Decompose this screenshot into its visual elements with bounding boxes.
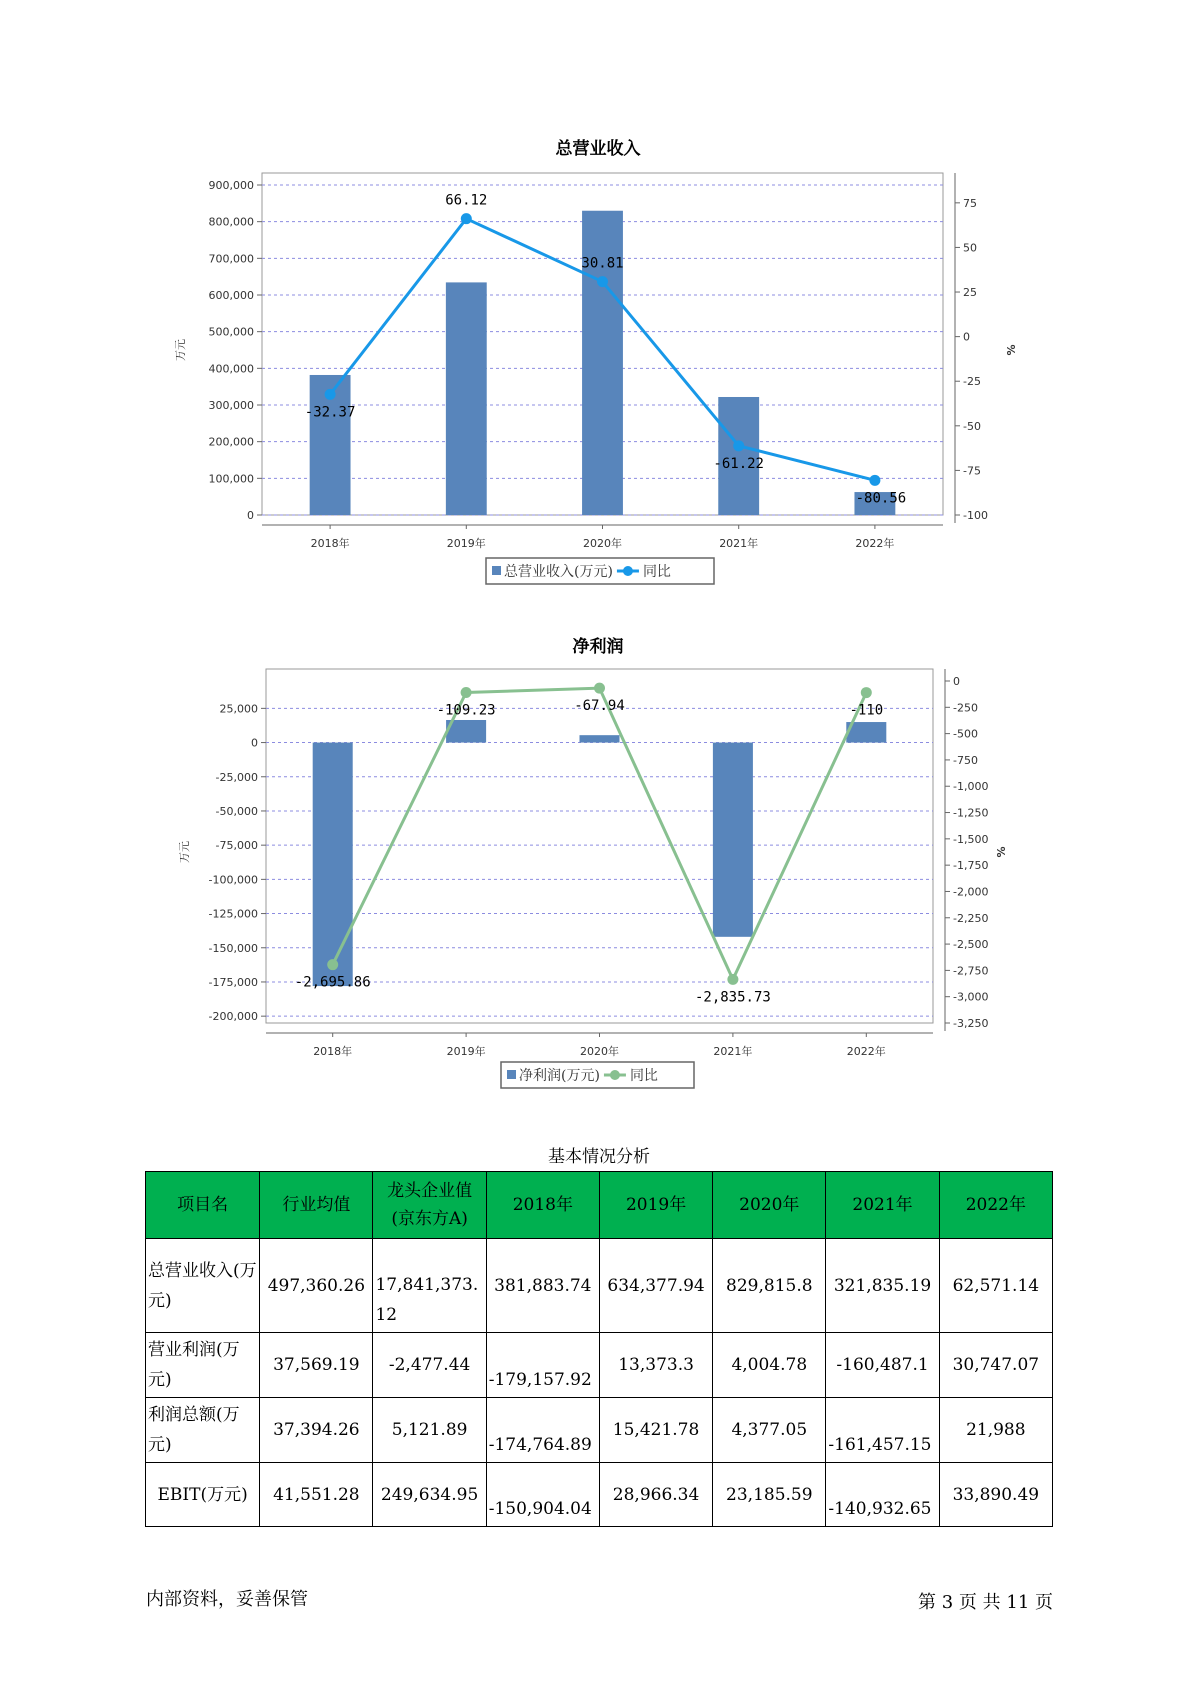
bar <box>713 743 753 937</box>
y-tick-label: -175,000 <box>208 975 258 989</box>
y2-tick-label: 25 <box>963 286 977 300</box>
legend-bar-swatch <box>507 1070 516 1079</box>
y-tick-label: 700,000 <box>208 252 254 266</box>
table-cell: 营业利润(万元) <box>146 1333 260 1398</box>
table-row <box>146 1333 1053 1398</box>
table-cell: 23,185.59 <box>713 1463 826 1527</box>
table-row <box>146 1398 1053 1463</box>
table-cell: -150,904.04 <box>486 1463 599 1527</box>
table-cell: 17,841,373.12 <box>373 1239 486 1333</box>
table-cell: -174,764.89 <box>486 1398 599 1463</box>
footer-page-number: 第 3 页 共 11 页 <box>918 1592 1053 1613</box>
table-caption: 基本情况分析 <box>548 1147 650 1167</box>
y-tick-label: -100,000 <box>208 873 258 887</box>
yoy-point <box>861 687 872 698</box>
plot-area-border <box>266 669 933 1023</box>
y2-tick-label: -1,000 <box>953 780 989 794</box>
y2-tick-label: -1,750 <box>953 859 989 873</box>
y2-tick-label: -250 <box>953 701 978 715</box>
yoy-data-label: -2,835.73 <box>694 989 771 1006</box>
revenue-chart-svg <box>0 130 1191 600</box>
table-cell: -2,477.44 <box>373 1333 486 1398</box>
y-tick-label: 800,000 <box>208 215 254 229</box>
chart-title: 总营业收入 <box>555 139 641 159</box>
legend-line-marker <box>623 566 633 576</box>
y2-tick-label: -3,250 <box>953 1017 989 1030</box>
y2-tick-label: -2,250 <box>953 911 989 925</box>
y-tick-label: -125,000 <box>208 907 258 921</box>
yoy-line <box>333 688 867 979</box>
table-cell: 381,883.74 <box>486 1239 599 1333</box>
revenue-chart <box>0 130 1191 604</box>
yoy-point <box>869 475 880 486</box>
y2-tick-label: -50 <box>963 419 981 433</box>
header-2019: 2019年 <box>599 1172 712 1239</box>
y2-tick-label: -2,500 <box>953 938 989 952</box>
table-cell: 总营业收入(万元) <box>146 1239 260 1333</box>
legend-line-label: 同比 <box>629 1068 658 1084</box>
table-cell: -140,932.65 <box>826 1463 939 1527</box>
y2-tick-label: -25 <box>963 375 981 389</box>
header-2022: 2022年 <box>939 1172 1052 1239</box>
x-tick-label: 2018年 <box>313 1045 353 1058</box>
y2-tick-label: -2,000 <box>953 885 989 899</box>
table-cell: 利润总额(万元) <box>146 1398 260 1463</box>
y-tick-label: -25,000 <box>215 770 258 784</box>
x-tick-label: 2020年 <box>583 537 622 550</box>
x-tick-label: 2020年 <box>580 1045 619 1058</box>
yoy-point <box>461 687 472 698</box>
y2-tick-label: -1,500 <box>953 832 989 846</box>
y-tick-label: 600,000 <box>208 289 254 302</box>
legend-bar-swatch <box>492 566 501 575</box>
footer-confidential-note: 内部资料，妥善保管 <box>146 1589 308 1610</box>
header-industry-avg: 行业均值 <box>260 1172 373 1239</box>
bar <box>446 282 487 515</box>
y-tick-label: -200,000 <box>208 1010 258 1024</box>
y-tick-label: 100,000 <box>208 472 254 486</box>
table-cell: 21,988 <box>939 1398 1052 1463</box>
table-row <box>146 1463 1053 1527</box>
y-tick-label: 400,000 <box>208 362 254 376</box>
table-cell: -160,487.1 <box>826 1333 939 1398</box>
header-2018: 2018年 <box>486 1172 599 1239</box>
x-tick-label: 2022年 <box>846 1045 886 1058</box>
table-cell: 4,377.05 <box>713 1398 826 1463</box>
chart-title: 净利润 <box>572 637 624 657</box>
table-cell: 4,004.78 <box>713 1333 826 1398</box>
table-header-row <box>146 1172 1053 1239</box>
y-axis-label: 万元 <box>174 339 187 361</box>
y2-axis-label: % <box>1005 344 1018 356</box>
x-tick-label: 2021年 <box>719 537 759 550</box>
y2-tick-label: -1,250 <box>953 806 989 820</box>
table-cell: 321,835.19 <box>826 1239 939 1333</box>
legend-bar-label: 总营业收入(万元) <box>504 564 613 580</box>
y-tick-label: 500,000 <box>208 325 254 339</box>
y-tick-label: -75,000 <box>215 839 258 853</box>
x-tick-label: 2022年 <box>855 537 895 550</box>
table-cell: 634,377.94 <box>599 1239 712 1333</box>
x-tick-label: 2018年 <box>310 537 350 550</box>
table-cell: EBIT(万元) <box>146 1463 260 1527</box>
table-cell: 829,815.8 <box>713 1239 826 1333</box>
y2-tick-label: 75 <box>963 196 977 210</box>
table-cell: -161,457.15 <box>826 1398 939 1463</box>
yoy-point <box>733 440 744 451</box>
yoy-point <box>325 389 336 400</box>
x-tick-label: 2019年 <box>446 1045 486 1058</box>
y-tick-label: 300,000 <box>208 399 254 412</box>
yoy-data-label: -67.94 <box>574 698 625 715</box>
header-2020: 2020年 <box>713 1172 826 1239</box>
table-cell: 249,634.95 <box>373 1463 486 1527</box>
y2-axis-label: % <box>995 846 1008 858</box>
table-row <box>146 1239 1053 1333</box>
header-leader-value: 龙头企业值(京东方A) <box>373 1172 486 1239</box>
yoy-data-label: -109.23 <box>436 702 496 719</box>
y2-tick-label: -3,000 <box>953 990 989 1004</box>
y-tick-label: 0 <box>247 509 254 522</box>
yoy-point <box>594 683 605 694</box>
yoy-point <box>597 276 608 287</box>
y-tick-label: 0 <box>251 736 258 750</box>
y-tick-label: -50,000 <box>215 804 258 818</box>
yoy-point <box>461 213 472 224</box>
y-axis-label: 万元 <box>178 841 191 863</box>
y2-tick-label: -100 <box>963 509 988 522</box>
y-tick-label: 900,000 <box>208 179 254 192</box>
yoy-point <box>727 974 738 985</box>
y2-tick-label: -2,750 <box>953 964 989 978</box>
net-profit-chart-svg <box>0 630 1191 1090</box>
table-cell: 41,551.28 <box>260 1463 373 1527</box>
bar <box>579 735 619 742</box>
table-cell: 62,571.14 <box>939 1239 1052 1333</box>
y-tick-label: -150,000 <box>208 941 258 955</box>
legend-line-label: 同比 <box>642 564 671 580</box>
y2-tick-label: -750 <box>953 753 978 767</box>
x-tick-label: 2021年 <box>713 1045 753 1058</box>
y-tick-label: 25,000 <box>219 702 258 716</box>
table-cell: 33,890.49 <box>939 1463 1052 1527</box>
yoy-point <box>327 959 338 970</box>
table-cell: 37,569.19 <box>260 1333 373 1398</box>
y-tick-label: 200,000 <box>208 435 254 449</box>
table-cell: 30,747.07 <box>939 1333 1052 1398</box>
table-cell: 497,360.26 <box>260 1239 373 1333</box>
yoy-data-label: -2,695.86 <box>294 974 371 991</box>
table-cell: 28,966.34 <box>599 1463 712 1527</box>
y2-tick-label: 0 <box>953 675 960 688</box>
yoy-data-label: 66.12 <box>445 192 488 209</box>
yoy-data-label: -61.22 <box>713 455 764 472</box>
x-tick-label: 2019年 <box>446 537 486 550</box>
legend-bar-label: 净利润(万元) <box>519 1068 600 1084</box>
y2-tick-label: 0 <box>963 330 970 344</box>
basic-analysis-table <box>145 1171 1053 1527</box>
yoy-data-label: 30.81 <box>581 255 624 272</box>
table-cell: 37,394.26 <box>260 1398 373 1463</box>
yoy-data-label: -110 <box>849 702 884 719</box>
net-profit-chart <box>0 630 1191 1094</box>
bar <box>313 743 353 987</box>
table-cell: 5,121.89 <box>373 1398 486 1463</box>
y2-tick-label: -75 <box>963 464 981 478</box>
table-cell: 15,421.78 <box>599 1398 712 1463</box>
yoy-data-label: -32.37 <box>304 404 356 421</box>
table-cell: 13,373.3 <box>599 1333 712 1398</box>
y2-tick-label: -500 <box>953 727 978 741</box>
table-cell: -179,157.92 <box>486 1333 599 1398</box>
header-item-name: 项目名 <box>146 1172 260 1239</box>
y2-tick-label: 50 <box>963 241 977 255</box>
legend-line-marker <box>610 1070 620 1080</box>
yoy-data-label: -80.56 <box>855 490 907 507</box>
header-2021: 2021年 <box>826 1172 939 1239</box>
